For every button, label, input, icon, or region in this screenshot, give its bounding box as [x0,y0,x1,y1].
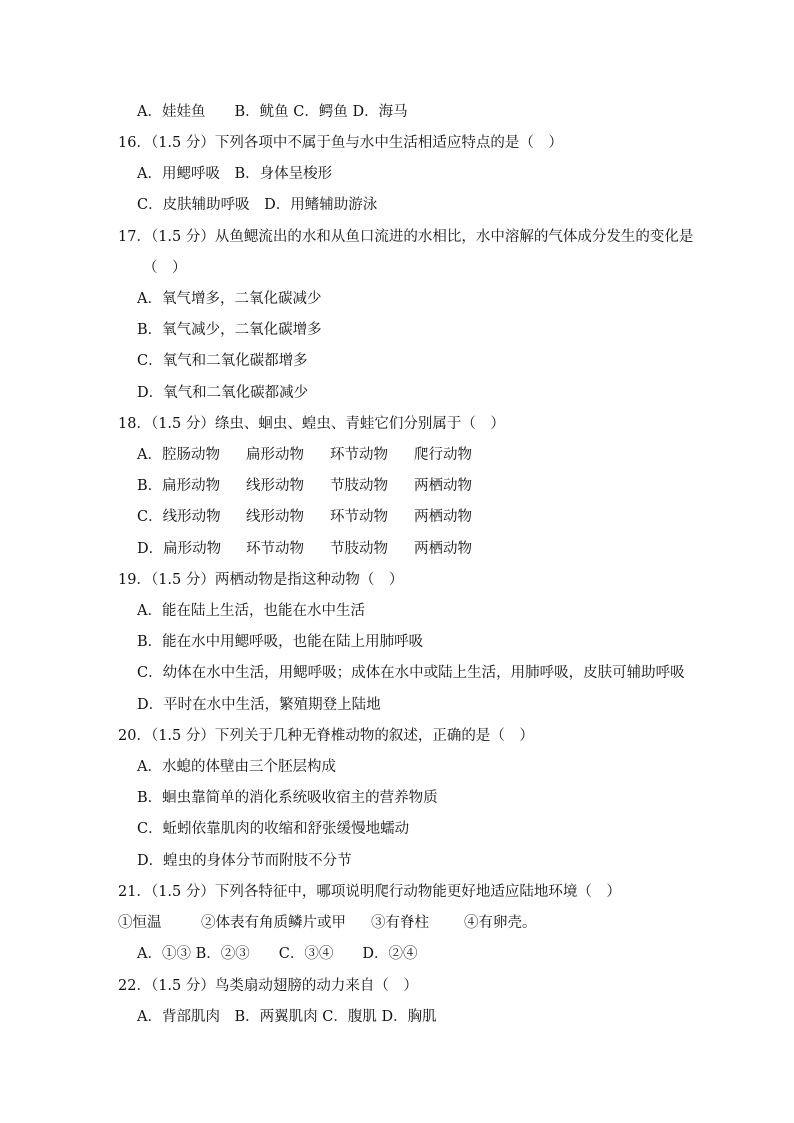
q16-option-cd: C．皮肤辅助呼吸 D．用鳍辅助游泳 [137,197,378,213]
q22-stem: 22．（1.5 分）鸟类扇动翅膀的动力来自（ ） [118,978,418,994]
q21-item-4: ④有卵壳。 [464,915,537,931]
q18-a-col3: 环节动物 [330,447,388,463]
q17-option-d: D．氧气和二氧化碳都减少 [137,385,309,401]
q21-item-2: ②体表有角质鳞片或甲 [201,915,346,931]
q18-b-col1: B．扁形动物 [137,478,221,494]
q17-stem: 17．（1.5 分）从鱼鳃流出的水和从鱼口流进的水相比，水中溶解的气体成分发生的变化是 [118,229,694,245]
q18-c-col1: C．线形动物 [137,509,221,525]
q17-stem-bracket: （ ） [143,260,187,276]
q19-option-c: C．幼体在水中生活，用鳃呼吸；成体在水中或陆上生活，用肺呼吸，皮肤可辅助呼吸 [137,665,685,681]
q19-option-a: A．能在陆上生活，也能在水中生活 [137,603,365,619]
q21-item-3: ③有脊柱 [371,915,429,931]
q20-option-a: A．水螅的体壁由三个胚层构成 [137,759,336,775]
q18-d-col3: 节肢动物 [330,541,388,557]
q17-option-a: A．氧气增多，二氧化碳减少 [137,291,322,307]
q18-b-col2: 线形动物 [246,478,304,494]
q18-d-col4: 两栖动物 [414,541,472,557]
q18-d-col1: D．扁形动物 [137,541,222,557]
q18-b-col3: 节肢动物 [330,478,388,494]
q18-a-col1: A．腔肠动物 [137,447,220,463]
q17-option-b: B．氧气减少，二氧化碳增多 [137,322,322,338]
q20-stem: 20．（1.5 分）下列关于几种无脊椎动物的叙述，正确的是（ ） [118,728,534,744]
q18-stem: 18．（1.5 分）绦虫、蛔虫、蝗虫、青蛙它们分别属于（ ） [118,416,505,432]
q18-d-col2: 环节动物 [246,541,304,557]
q19-option-b: B．能在水中用鳃呼吸，也能在陆上用肺呼吸 [137,634,424,650]
q18-c-col4: 两栖动物 [414,509,472,525]
q18-c-col3: 环节动物 [330,509,388,525]
q20-option-d: D．蝗虫的身体分节而附肢不分节 [137,853,352,869]
q18-a-col4: 爬行动物 [414,447,472,463]
q21-options: A．①③ B．②③ C．③④ D．②④ [137,946,418,962]
q18-b-col4: 两栖动物 [414,478,472,494]
q21-stem: 21．（1.5 分）下列各特征中，哪项说明爬行动物能更好地适应陆地环境（ ） [118,884,621,900]
q16-option-ab: A．用鳃呼吸 B．身体呈梭形 [137,166,333,182]
q22-options: A．背部肌肉 B．两翼肌肉 C．腹肌 D．胸肌 [137,1009,437,1025]
q21-item-1: ①恒温 [118,915,162,931]
q17-option-c: C．氧气和二氧化碳都增多 [137,353,308,369]
q16-stem: 16．（1.5 分）下列各项中不属于鱼与水中生活相适应特点的是（ ） [118,135,563,151]
q19-stem: 19．（1.5 分）两栖动物是指这种动物（ ） [118,572,404,588]
q20-option-c: C．蚯蚓依靠肌肉的收缩和舒张缓慢地蠕动 [137,821,410,837]
q20-option-b: B．蛔虫靠简单的消化系统吸收宿主的营养物质 [137,790,438,806]
q18-a-col2: 扁形动物 [246,447,304,463]
q15-options: A．娃娃鱼 B．鱿鱼 C．鳄鱼 D．海马 [137,104,408,120]
q18-c-col2: 线形动物 [246,509,304,525]
q19-option-d: D．平时在水中生活，繁殖期登上陆地 [137,697,381,713]
